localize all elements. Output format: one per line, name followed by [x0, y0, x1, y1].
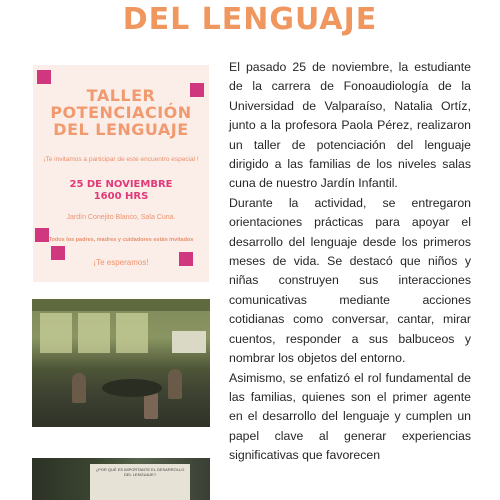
photo-wall: [32, 299, 210, 311]
poster-time-line: 1600 HRS: [93, 191, 149, 202]
poster-date: [33, 179, 209, 203]
poster-title: [33, 87, 209, 138]
event-poster-image: [33, 65, 209, 282]
page-title: DEL LENGUAJE: [122, 2, 378, 37]
photo-screen: [172, 331, 206, 353]
poster-invite-text: ¡Te invitamos a participar de este encuentro especial !: [43, 156, 199, 163]
poster-title-line: DEL LENGUAJE: [53, 120, 189, 139]
presentation-photo: [32, 458, 210, 500]
poster-title-line: TALLER: [86, 86, 156, 105]
decor-square: [37, 70, 51, 84]
article-paragraph: Asimismo, se enfatizó el rol fundamental de las familias, quienes son el primer agente en el desarrollo del lenguaje y cumplen un papel clave al generar experiencias significativas que favorecen: [229, 370, 471, 463]
poster-audience: Todos los padres, madres y cuidadores están invitados: [48, 237, 194, 243]
photo-table: [102, 379, 162, 397]
article-body: [229, 58, 471, 466]
photo-window: [116, 313, 148, 353]
workshop-photo: [32, 299, 210, 427]
poster-title-line: POTENCIACIÓN: [50, 103, 192, 122]
projected-slide: [90, 464, 190, 500]
poster-closing: ¡Te esperamos!: [93, 258, 149, 267]
photo-person: [168, 369, 182, 399]
article-paragraph: El pasado 25 de noviembre, la estudiante de la carrera de Fonoaudiología de la Universidad de Valparaíso, Natalia Ortíz, junto a la profesora Paola Pérez, realizaron un taller de potenciación del lenguaje dirigido a las familias de los niveles salas cuna de nuestro Jardín Infantil.: [229, 60, 471, 191]
photo-person: [72, 373, 86, 403]
poster-place: Jardín Conejito Blanco, Sala Cuna.: [66, 214, 176, 221]
photo-window: [40, 313, 72, 353]
photo-window: [78, 313, 110, 353]
projected-slide-text: ¿POR QUÉ ES IMPORTANTE EL DESARROLLO DEL LENGUAJE?: [95, 467, 185, 477]
article-paragraph: Durante la actividad, se entregaron orientaciones prácticas para apoyar el desarrollo del lenguaje desde los primeros meses de vida. Se destacó que niños y niñas construyen sus interacciones comunicativas mediante acciones cotidianas como conversar, cantar, mirar cuentos, responder a sus balbuceos y nombrar los objetos del entorno.: [229, 195, 471, 366]
poster-date-line: 25 DE NOVIEMBRE: [69, 179, 173, 190]
